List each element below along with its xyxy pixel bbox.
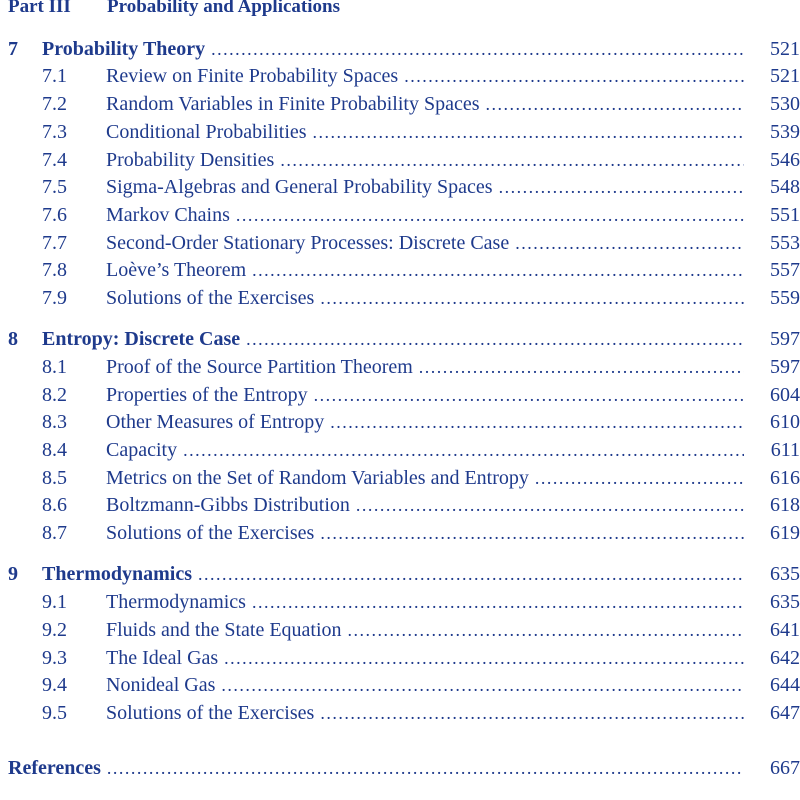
toc-section-7-9[interactable] — [0, 286, 800, 310]
section-title: The Ideal Gas — [106, 647, 219, 669]
leader-dots — [404, 64, 744, 88]
page-number: 644 — [770, 674, 800, 696]
section-title: Solutions of the Exercises — [106, 702, 315, 724]
section-title: Proof of the Source Partition Theorem — [106, 356, 413, 378]
section-title: Markov Chains — [106, 204, 230, 226]
part-heading — [8, 0, 340, 18]
leader-dots — [330, 410, 744, 434]
section-number: 7.3 — [42, 121, 67, 143]
section-title: Sigma-Algebras and General Probability Spaces — [106, 176, 493, 198]
leader-dots — [314, 383, 744, 407]
toc-section-9-4[interactable] — [0, 673, 800, 697]
section-title: Probability Densities — [106, 149, 275, 171]
toc-chapter-8[interactable] — [0, 327, 800, 351]
page-number: 616 — [770, 467, 800, 489]
page-number: 619 — [770, 522, 800, 544]
toc-section-9-5[interactable] — [0, 701, 800, 725]
section-number: 8.3 — [42, 411, 67, 433]
section-title: Properties of the Entropy — [106, 384, 308, 406]
section-number: 9.2 — [42, 619, 67, 641]
leader-dots — [356, 493, 744, 517]
section-number: 8.2 — [42, 384, 67, 406]
section-title: Capacity — [106, 439, 178, 461]
leader-dots — [211, 37, 744, 61]
section-number: 8.7 — [42, 522, 67, 544]
section-number: 9.5 — [42, 702, 67, 724]
page-number: 618 — [770, 494, 800, 516]
chapter-number: 9 — [8, 563, 18, 585]
leader-dots — [107, 756, 744, 780]
section-title: Review on Finite Probability Spaces — [106, 65, 399, 87]
leader-dots — [236, 203, 744, 227]
section-number: 8.5 — [42, 467, 67, 489]
toc-section-7-4[interactable] — [0, 148, 800, 172]
section-title: Solutions of the Exercises — [106, 287, 315, 309]
section-title: Conditional Probabilities — [106, 121, 307, 143]
page-number: 548 — [770, 176, 800, 198]
leader-dots — [252, 590, 744, 614]
chapter-title: Entropy: Discrete Case — [42, 328, 241, 350]
leader-dots — [515, 231, 744, 255]
page-number: 521 — [770, 38, 800, 60]
section-number: 7.2 — [42, 93, 67, 115]
section-title: Other Measures of Entropy — [106, 411, 325, 433]
toc-section-7-2[interactable] — [0, 92, 800, 116]
toc-section-9-1[interactable] — [0, 590, 800, 614]
toc-section-8-4[interactable] — [0, 438, 800, 462]
toc-section-7-6[interactable] — [0, 203, 800, 227]
toc-section-8-2[interactable] — [0, 383, 800, 407]
page-number: 611 — [770, 439, 800, 461]
page-number: 539 — [770, 121, 800, 143]
section-number: 8.1 — [42, 356, 67, 378]
chapter-title: Thermodynamics — [42, 563, 192, 585]
section-title: Second-Order Stationary Processes: Discrete Case — [106, 232, 510, 254]
page-number: 667 — [770, 757, 800, 779]
section-number: 8.4 — [42, 439, 67, 461]
leader-dots — [348, 618, 744, 642]
leader-dots — [535, 466, 744, 490]
page-number: 610 — [770, 411, 800, 433]
leader-dots — [313, 120, 744, 144]
chapter-number: 7 — [8, 38, 18, 60]
toc-chapter-9[interactable] — [0, 562, 800, 586]
page-number: 597 — [770, 356, 800, 378]
leader-dots — [252, 258, 744, 282]
leader-dots — [320, 521, 744, 545]
section-title: Metrics on the Set of Random Variables and Entropy — [106, 467, 529, 489]
leader-dots — [246, 327, 744, 351]
section-title: Fluids and the State Equation — [106, 619, 342, 641]
toc-section-8-5[interactable] — [0, 466, 800, 490]
page-number: 641 — [770, 619, 800, 641]
toc-section-9-2[interactable] — [0, 618, 800, 642]
section-title: Thermodynamics — [106, 591, 246, 613]
section-title: Random Variables in Finite Probability Spaces — [106, 93, 480, 115]
page-number: 557 — [770, 259, 800, 281]
toc-section-7-1[interactable] — [0, 64, 800, 88]
page-number: 642 — [770, 647, 800, 669]
section-number: 7.9 — [42, 287, 67, 309]
part-title: Probability and Applications — [107, 0, 340, 17]
toc-section-8-1[interactable] — [0, 355, 800, 379]
page-number: 553 — [770, 232, 800, 254]
section-number: 7.7 — [42, 232, 67, 254]
leader-dots — [419, 355, 744, 379]
toc-section-8-6[interactable] — [0, 493, 800, 517]
page-number: 635 — [770, 591, 800, 613]
section-title: Nonideal Gas — [106, 674, 216, 696]
leader-dots — [198, 562, 744, 586]
leader-dots — [183, 438, 744, 462]
leader-dots — [485, 92, 744, 116]
section-number: 9.1 — [42, 591, 67, 613]
references-title: References — [8, 757, 101, 779]
leader-dots — [280, 148, 744, 172]
toc-section-9-3[interactable] — [0, 646, 800, 670]
part-number: Part III — [8, 0, 71, 17]
leader-dots — [499, 175, 744, 199]
page-number: 551 — [770, 204, 800, 226]
section-number: 7.8 — [42, 259, 67, 281]
chapter-number: 8 — [8, 328, 18, 350]
page-number: 530 — [770, 93, 800, 115]
page-number: 647 — [770, 702, 800, 724]
toc-section-7-3[interactable] — [0, 120, 800, 144]
leader-dots — [224, 646, 744, 670]
toc-section-7-5[interactable] — [0, 175, 800, 199]
page-number: 635 — [770, 563, 800, 585]
leader-dots — [221, 673, 744, 697]
section-title: Boltzmann-Gibbs Distribution — [106, 494, 350, 516]
section-number: 9.3 — [42, 647, 67, 669]
page-number: 559 — [770, 287, 800, 309]
leader-dots — [320, 286, 744, 310]
toc-references[interactable] — [0, 756, 800, 780]
section-title: Solutions of the Exercises — [106, 522, 315, 544]
section-number: 7.4 — [42, 149, 67, 171]
section-number: 7.1 — [42, 65, 67, 87]
section-number: 7.6 — [42, 204, 67, 226]
toc-chapter-7[interactable] — [0, 37, 800, 61]
toc-section-8-7[interactable] — [0, 521, 800, 545]
toc-section-7-7[interactable] — [0, 231, 800, 255]
chapter-title: Probability Theory — [42, 38, 206, 60]
page-number: 597 — [770, 328, 800, 350]
section-number: 7.5 — [42, 176, 67, 198]
page-number: 546 — [770, 149, 800, 171]
toc-section-7-8[interactable] — [0, 258, 800, 282]
section-number: 9.4 — [42, 674, 67, 696]
page-number: 521 — [770, 65, 800, 87]
leader-dots — [320, 701, 744, 725]
page-number: 604 — [770, 384, 800, 406]
section-number: 8.6 — [42, 494, 67, 516]
toc-section-8-3[interactable] — [0, 410, 800, 434]
section-title: Loève’s Theorem — [106, 259, 247, 281]
